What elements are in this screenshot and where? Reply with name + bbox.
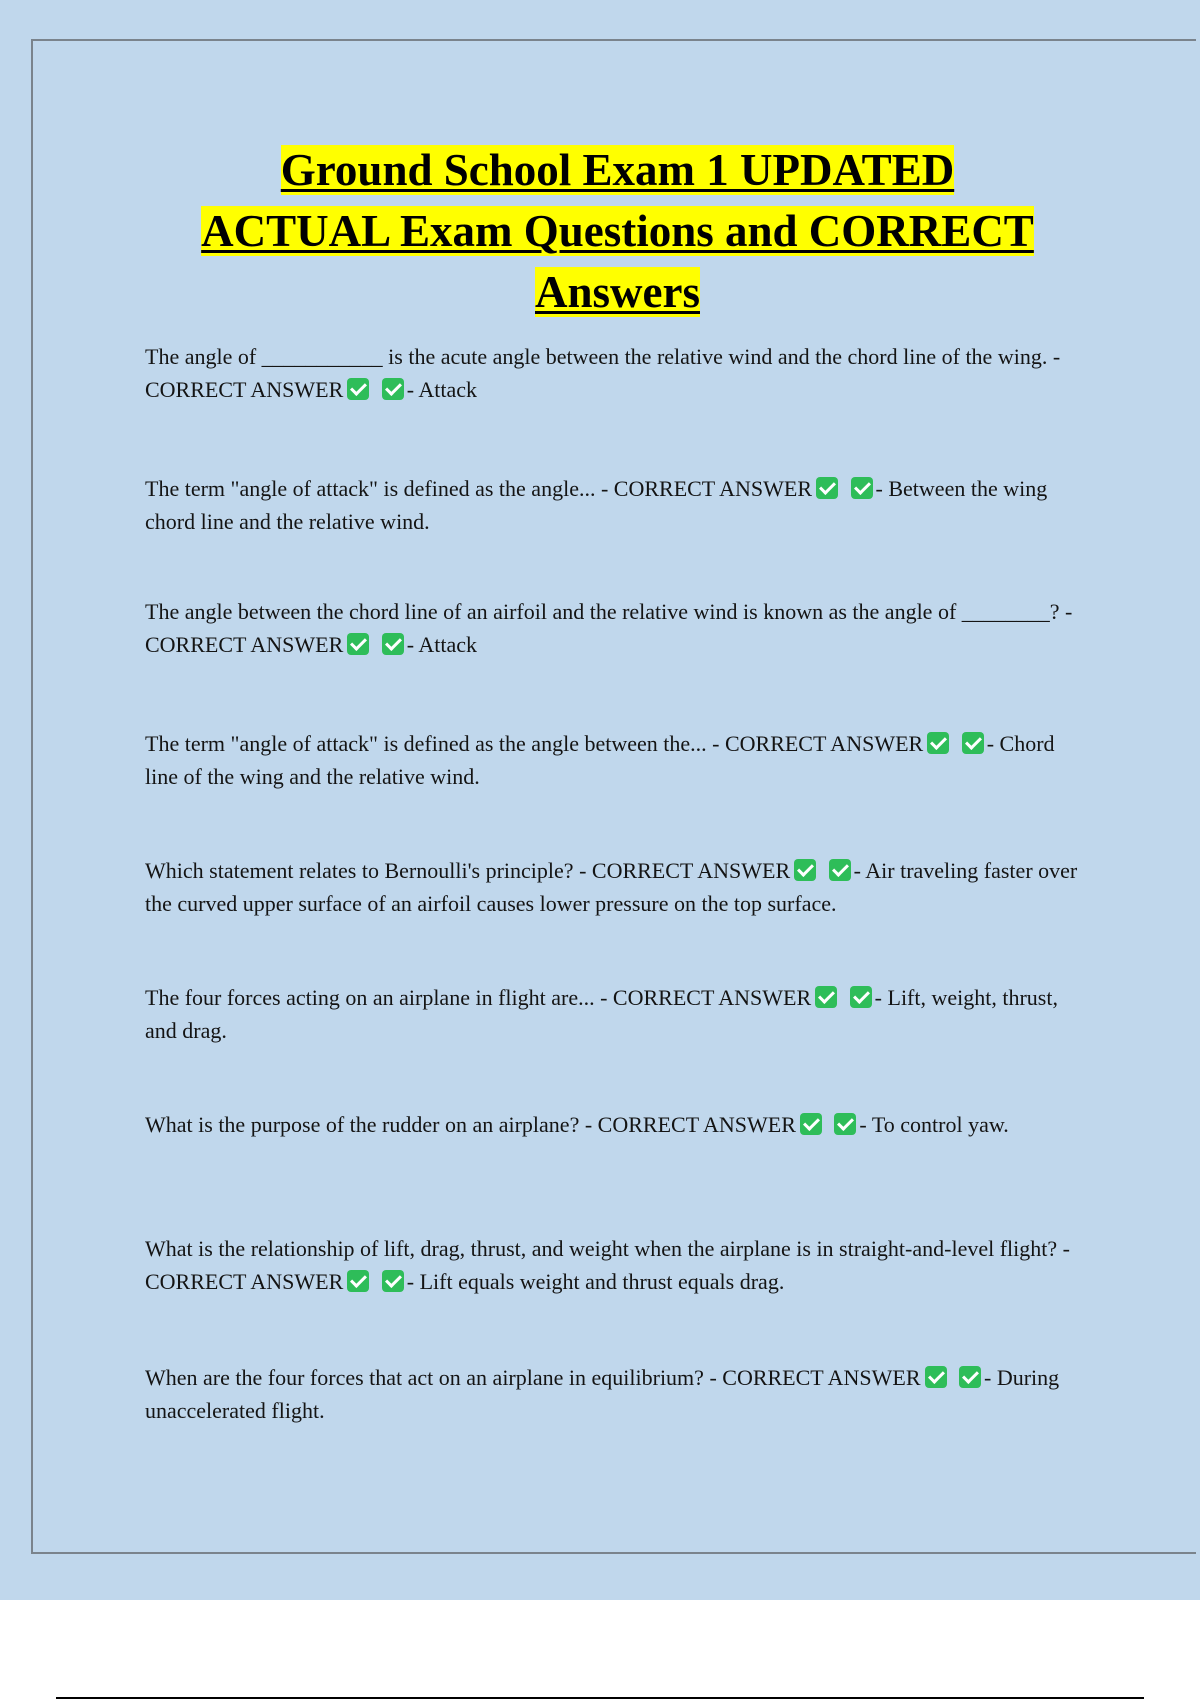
- green-checkmark-icon: [829, 859, 851, 881]
- green-checkmark-icon: [851, 477, 873, 499]
- green-checkmark-icon: [347, 633, 369, 655]
- question-text: The term "angle of attack" is defined as the angle between the...: [145, 731, 707, 756]
- green-checkmark-icon: [347, 378, 369, 400]
- question-text: The angle of ___________ is the acute angle between the relative wind and the chord line of the wing.: [145, 344, 1048, 369]
- qa-item: What is the relationship of lift, drag, thrust, and weight when the airplane is in straight-and-level flight? - CORRECT ANSWER - Lift equals weight and thrust equals drag.: [145, 1236, 1070, 1294]
- green-checkmark-icon: [815, 986, 837, 1008]
- answer-text: Between the wing chord line and the relative wind.: [145, 476, 1048, 534]
- green-checkmark-icon: [800, 1113, 822, 1135]
- green-checkmark-icon: [382, 633, 404, 655]
- answer-text: To control yaw.: [871, 1112, 1009, 1137]
- qa-item: The term "angle of attack" is defined as the angle... - CORRECT ANSWER - Between the wing chord line and the relative wind.: [145, 476, 1048, 534]
- question-text: Which statement relates to Bernoulli's principle?: [145, 858, 574, 883]
- answer-label: CORRECT ANSWER: [613, 476, 813, 501]
- answer-label: CORRECT ANSWER: [724, 731, 924, 756]
- answer-label: CORRECT ANSWER: [145, 632, 344, 657]
- question-text: The angle between the chord line of an airfoil and the relative wind is known as the angle of ________?: [145, 599, 1060, 624]
- answer-label: CORRECT ANSWER: [145, 377, 344, 402]
- green-checkmark-icon: [927, 732, 949, 754]
- answer-text: Attack: [418, 377, 478, 402]
- answer-text: During unaccelerated flight.: [145, 1365, 1060, 1423]
- qa-item: The angle between the chord line of an airfoil and the relative wind is known as the angle of ________? - CORRECT ANSWER - Attack: [145, 599, 1073, 657]
- title-line: ACTUAL Exam Questions and CORRECT: [201, 206, 1034, 256]
- answer-label: CORRECT ANSWER: [597, 1112, 796, 1137]
- footer-rule: [56, 1697, 1144, 1699]
- green-checkmark-icon: [382, 1270, 404, 1292]
- question-text: What is the purpose of the rudder on an airplane?: [145, 1112, 580, 1137]
- green-checkmark-icon: [347, 1270, 369, 1292]
- green-checkmark-icon: [382, 378, 404, 400]
- question-text: What is the relationship of lift, drag, thrust, and weight when the airplane is in straight-and-level flight?: [145, 1236, 1058, 1261]
- qa-item: The angle of ___________ is the acute angle between the relative wind and the chord line of the wing. - CORRECT ANSWER - Attack: [145, 344, 1061, 402]
- answer-label: CORRECT ANSWER: [612, 985, 812, 1010]
- answer-text: Air traveling faster over the curved upper surface of an airfoil causes lower pressure on the top surface.: [145, 858, 1078, 916]
- answer-text: Lift equals weight and thrust equals drag.: [419, 1269, 785, 1294]
- green-checkmark-icon: [816, 477, 838, 499]
- answer-label: CORRECT ANSWER: [722, 1365, 921, 1390]
- title-line: Ground School Exam 1 UPDATED: [280, 145, 955, 195]
- question-text: When are the four forces that act on an airplane in equilibrium?: [145, 1365, 704, 1390]
- green-checkmark-icon: [850, 986, 872, 1008]
- qa-item: Which statement relates to Bernoulli's principle? - CORRECT ANSWER - Air traveling faster over the curved upper surface of an airfoil causes lower pressure on the top surface.: [145, 858, 1078, 916]
- green-checkmark-icon: [794, 859, 816, 881]
- qa-item: The term "angle of attack" is defined as the angle between the... - CORRECT ANSWER - Chord line of the wing and the relative wind.: [145, 731, 1055, 789]
- answer-label: CORRECT ANSWER: [145, 1269, 344, 1294]
- document-title: [120, 140, 1115, 323]
- green-checkmark-icon: [962, 732, 984, 754]
- qa-item: The four forces acting on an airplane in flight are... - CORRECT ANSWER - Lift, weight, thrust, and drag.: [145, 985, 1058, 1043]
- green-checkmark-icon: [959, 1366, 981, 1388]
- qa-item: What is the purpose of the rudder on an airplane? - CORRECT ANSWER - To control yaw.: [145, 1112, 1009, 1137]
- green-checkmark-icon: [925, 1366, 947, 1388]
- question-text: The four forces acting on an airplane in flight are...: [145, 985, 595, 1010]
- qa-item: When are the four forces that act on an airplane in equilibrium? - CORRECT ANSWER - During unaccelerated flight.: [145, 1365, 1060, 1423]
- answer-text: Chord line of the wing and the relative wind.: [145, 731, 1055, 789]
- answer-text: Attack: [418, 632, 478, 657]
- answer-label: CORRECT ANSWER: [591, 858, 791, 883]
- answer-text: Lift, weight, thrust, and drag.: [145, 985, 1058, 1043]
- question-text: The term "angle of attack" is defined as the angle...: [145, 476, 596, 501]
- title-line: Answers: [535, 267, 700, 317]
- green-checkmark-icon: [834, 1113, 856, 1135]
